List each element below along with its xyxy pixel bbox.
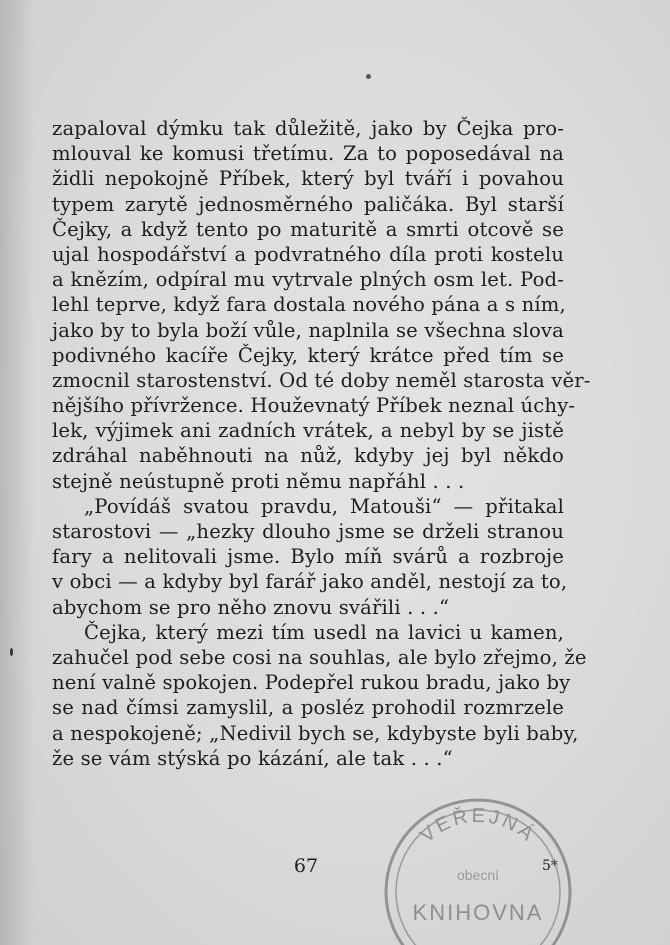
text-line: typem zarytě jednosměrného paličáka. Byl starší	[52, 192, 564, 216]
text-line: Čejka, který mezi tím usedl na lavici u kamen,	[84, 620, 564, 644]
text-line: se nad čímsi zamyslil, a posléz prohodil rozmrzele	[52, 696, 564, 720]
text-line: „Povídáš svatou pravdu, Matouši“ — přitakal	[84, 494, 564, 518]
text-line: nějšího přívržence. Houževnatý Příbek neznal úchy-	[52, 394, 576, 418]
text-line: zapaloval dýmku tak důležitě, jako by Čejka pro-	[52, 117, 564, 140]
print-speck	[10, 648, 13, 656]
body-text	[52, 116, 591, 771]
text-line: Čejky, a když tento po maturitě a smrti otcově se	[52, 217, 564, 241]
text-line: starostovi — „hezky dlouho jsme se drželi stranou	[52, 520, 564, 543]
text-line: mlouval ke komusi třetímu. Za to poposedával na	[52, 142, 564, 166]
gutter-shadow	[0, 0, 34, 945]
page-number: 67	[293, 855, 319, 877]
text-line: jako by to byla boží vůle, naplnila se všechna slova	[52, 318, 564, 342]
stamp-top-text: VEŘEJNÁ	[416, 804, 540, 848]
text-line: že se vám stýská po kázání, ale tak . . .“	[52, 746, 453, 770]
library-stamp	[378, 792, 578, 945]
text-line: abychom se pro něho znovu svářili . . .“	[52, 595, 450, 619]
text-line: lek, výjimek ani zadních vrátek, a nebyl by se jistě	[52, 419, 564, 443]
text-line: ujal hospodářství a podvratného díla proti kostelu	[52, 242, 564, 266]
text-line: zahučel pod sebe cosi na souhlas, ale bylo zřejmo, že	[52, 645, 587, 669]
print-speck	[366, 74, 371, 79]
text-line: stejně neústupně proti němu napřáhl . . .	[52, 469, 465, 493]
text-line: není valně spokojen. Podepřel rukou bradu, jako by	[52, 671, 571, 695]
text-line: fary a nelitovali jsme. Bylo míň svárů a rozbroje	[52, 545, 564, 569]
text-line: zmocnil starostenství. Od té doby neměl starosta věr-	[52, 368, 591, 392]
text-line: a nespokojeně; „Nedivil bych se, kdybyste byli baby,	[52, 721, 579, 745]
stamp-middle-text: obecní	[456, 867, 500, 883]
stamp-bottom-text: KNIHOVNA	[412, 900, 544, 925]
text-line: a knězím, odpíral mu vytrvale plných osm let. Pod-	[52, 268, 564, 292]
text-line: podivného kacíře Čejky, který krátce před tím se	[52, 343, 564, 367]
signature-mark: 5*	[542, 858, 558, 874]
text-line: lehl teprve, když fara dostala nového pána a s ním,	[52, 293, 566, 317]
text-line: zdráhal naběhnouti na nůž, kdyby jej byl někdo	[52, 444, 564, 468]
text-line: židli nepokojně Příbek, který byl tváří i povahou	[52, 167, 564, 191]
text-line: v obci — a kdyby byl farář jako anděl, nestojí za to,	[52, 570, 568, 594]
